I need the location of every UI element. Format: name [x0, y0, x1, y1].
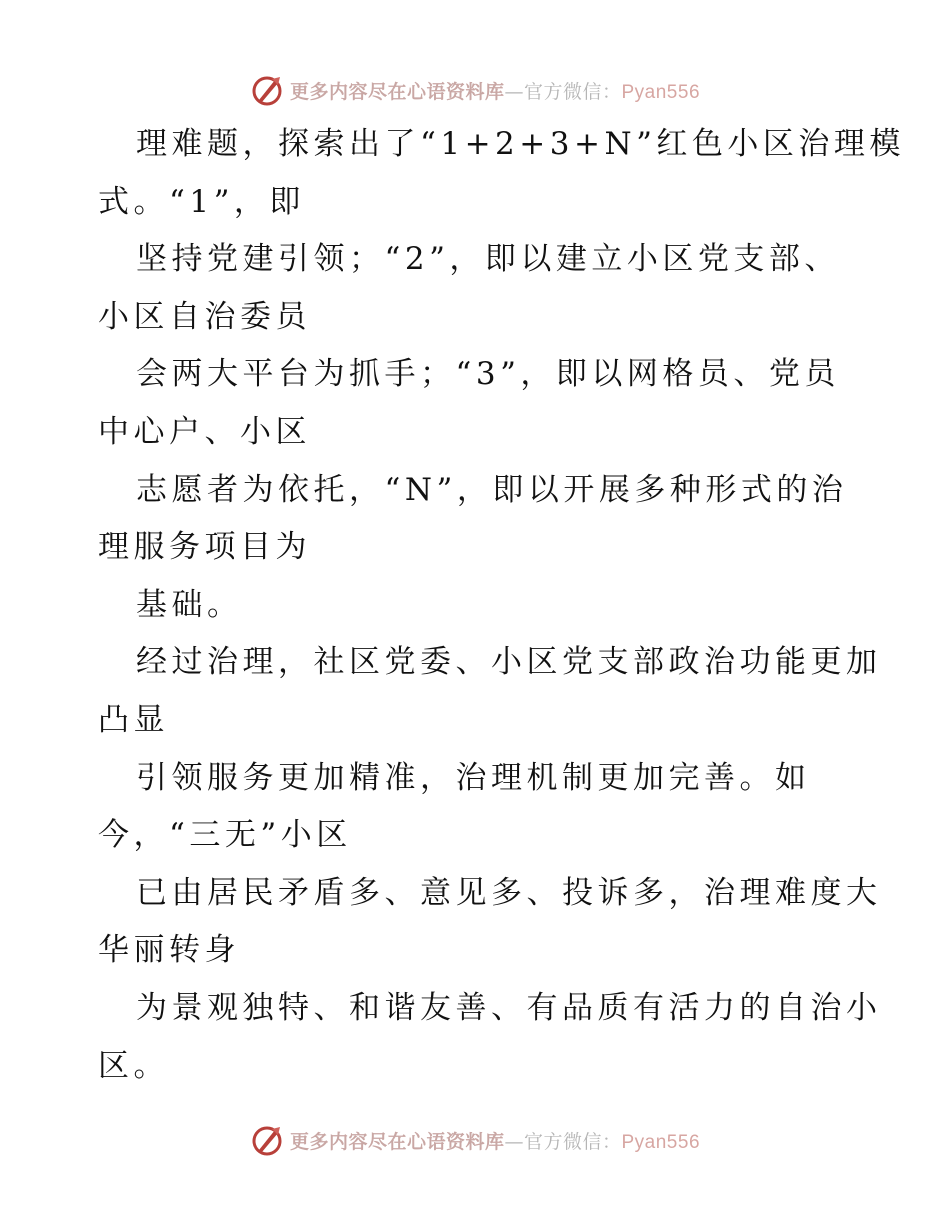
- text-line: 华丽转身: [98, 932, 240, 969]
- text-line: 小区自治委员: [98, 298, 311, 335]
- text-line: 基础。: [136, 586, 243, 623]
- text-line: 坚持党建引领；“2”，即以建立小区党支部、: [136, 241, 840, 278]
- text-line: 理服务项目为: [98, 529, 311, 566]
- text-line: 志愿者为依托，“N”，即以开展多种形式的治: [136, 471, 848, 508]
- text-line: 区。: [98, 1047, 169, 1084]
- header-watermark: [0, 70, 950, 110]
- text-line: 理难题，探索出了“1+2+3+N”红色小区治理模: [136, 126, 905, 162]
- watermark-text: 更多内容尽在心语资料库—官方微信：Pyan556: [289, 80, 701, 103]
- text-line: 会两大平台为抓手；“3”，即以网格员、党员: [136, 356, 840, 393]
- watermark-text: 更多内容尽在心语资料库—官方微信：Pyan556: [289, 1130, 701, 1153]
- quill-pen-logo-icon: [250, 1123, 284, 1157]
- text-line: 经过治理，社区党委、小区党支部政治功能更加: [136, 644, 882, 681]
- text-line: 为景观独特、和谐友善、有品质有活力的自治小: [136, 989, 882, 1026]
- text-line: 式。“1”，即: [98, 183, 305, 220]
- quill-pen-logo-icon: [250, 73, 284, 107]
- text-line: 凸显: [98, 701, 169, 738]
- document-body: [98, 116, 905, 1095]
- text-line: 今，“三无”小区: [98, 817, 352, 854]
- footer-watermark: [0, 1120, 950, 1160]
- text-line: 中心户、小区: [98, 413, 311, 450]
- text-line: 已由居民矛盾多、意见多、投诉多，治理难度大: [136, 874, 882, 911]
- text-line: 引领服务更加精准，治理机制更加完善。如: [136, 759, 811, 796]
